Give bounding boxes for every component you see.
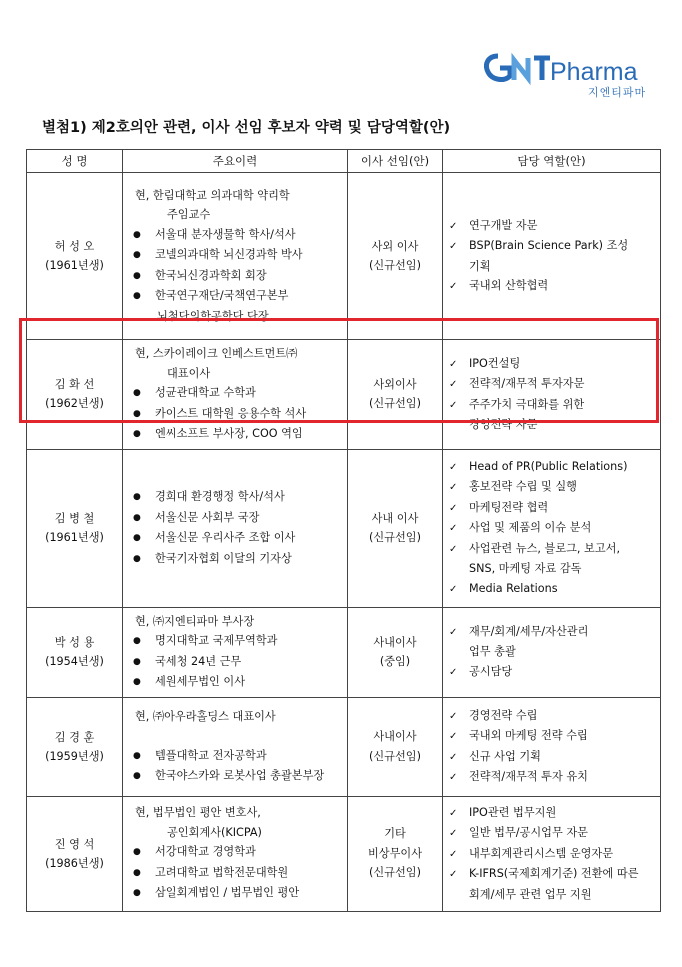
check-icon: ✓	[449, 626, 458, 638]
bullet-icon: ●	[133, 512, 141, 523]
role-text: 기타	[384, 827, 406, 841]
duty-line	[449, 726, 656, 747]
role-text: 사내이사	[373, 730, 417, 743]
duty-text: 회계/세무 관련 업무 지원	[469, 887, 592, 901]
check-icon: ✓	[449, 281, 458, 292]
duty-text: BSP(Brain Science Park) 조성	[469, 239, 629, 252]
check-icon: ✓	[449, 710, 458, 722]
career-text: 대표이사	[167, 366, 211, 380]
duty-text: Media Relations	[469, 581, 558, 595]
candidate-birth-year: (1962년생)	[45, 397, 104, 411]
career-line	[129, 631, 343, 652]
check-icon: ✓	[449, 543, 458, 555]
check-icon: ✓	[449, 358, 458, 370]
bullet-icon: ●	[133, 533, 141, 543]
check-icon: ✓	[449, 869, 458, 881]
career-text: 명지대학교 국제무역학과	[155, 634, 278, 647]
bullet-icon: ●	[133, 750, 141, 761]
career-line	[129, 225, 343, 246]
duty-text: 내부회계관리시스템 운영자문	[469, 846, 614, 860]
candidate-name: 진 영 석	[54, 837, 95, 851]
bullet-icon: ●	[133, 888, 141, 899]
check-icon: ✓	[449, 751, 458, 763]
role-text: 사외 이사	[371, 239, 419, 253]
duty-cell	[443, 173, 661, 340]
bullet-icon: ●	[133, 636, 141, 646]
career-text: 현, 한림대학교 의과대학 약리학	[135, 188, 290, 202]
career-line	[129, 726, 343, 746]
role-text: (중임)	[379, 655, 411, 668]
duty-text: 사업 및 제품의 이슈 분석	[469, 521, 592, 535]
table-header-row	[27, 150, 661, 173]
career-text: 현, 스카이레이크 인베스트먼트㈜	[135, 347, 298, 360]
career-line	[129, 863, 343, 884]
duty-line	[449, 864, 656, 885]
bullet-icon: ●	[133, 229, 141, 240]
candidate-name: 허 성 오	[54, 240, 95, 253]
candidate-birth-year: (1959년생)	[45, 749, 104, 763]
career-cell	[123, 796, 348, 911]
career-line	[129, 487, 343, 508]
career-text: 경희대 환경행정 학사/석사	[155, 490, 285, 503]
candidate-name-cell	[27, 173, 123, 340]
career-text: 한국야스카와 로봇사업 총괄본부장	[155, 769, 325, 782]
table-row	[27, 449, 661, 607]
career-text: 국세청 24년 근무	[155, 654, 242, 668]
career-text: 서울신문 우리사주 조합 이사	[155, 531, 296, 544]
table-row	[27, 796, 661, 911]
candidate-birth-year: (1986년생)	[45, 856, 104, 870]
candidate-table	[26, 149, 661, 912]
bullet-icon: ●	[133, 492, 141, 502]
role-text: 사내 이사	[371, 511, 419, 525]
check-icon: ✓	[449, 220, 458, 232]
career-text: 한국기자협회 이달의 기자상	[155, 551, 292, 565]
duty-cell	[443, 607, 661, 697]
header-role: 이사 선임(안)	[348, 150, 443, 173]
bullet-icon: ●	[133, 429, 141, 439]
duty-line	[449, 518, 656, 539]
role-text: (신규선임)	[369, 397, 421, 411]
duty-line	[449, 622, 656, 643]
candidate-name-cell	[27, 449, 123, 607]
duty-text: SNS, 마케팅 자료 감독	[469, 562, 582, 576]
duty-line	[449, 823, 656, 844]
duty-cell	[443, 796, 661, 911]
career-line	[129, 286, 343, 307]
career-line	[129, 746, 343, 767]
career-text: 한국연구재단/국책연구본부	[155, 289, 289, 303]
role-text: 사내이사	[373, 635, 417, 649]
duty-line	[449, 844, 656, 865]
duty-line	[449, 276, 656, 297]
career-text: 서울신문 사회부 국장	[155, 510, 260, 524]
duty-text: K-IFRS(국제회계기준) 전환에 따른	[469, 867, 639, 881]
career-text: 공인회계사(KICPA)	[167, 825, 262, 839]
career-cell	[123, 449, 348, 607]
role-text: (신규선임)	[369, 259, 421, 272]
career-text: 성균관대학교 수학과	[155, 386, 256, 399]
duty-text: 연구개발 자문	[469, 218, 538, 232]
career-cell	[123, 173, 348, 340]
duty-text: 국내외 산학협력	[469, 279, 549, 292]
header-duty: 담당 역할(안)	[443, 150, 661, 173]
career-text: 카이스트 대학원 응용수학 석사	[155, 406, 307, 420]
check-icon: ✓	[449, 848, 458, 860]
duty-text: 재무/회계/세무/자산관리	[469, 624, 589, 638]
candidate-name: 김 경 훈	[54, 730, 95, 744]
duty-line	[449, 216, 656, 237]
career-text: 한국뇌신경과학회 회장	[155, 268, 267, 282]
check-icon: ✓	[449, 482, 458, 494]
career-text: 현, ㈜지엔티파마 부사장	[135, 614, 255, 628]
duty-cell	[443, 697, 661, 796]
check-icon: ✓	[449, 772, 458, 783]
duty-text: 경영전략 자문	[469, 418, 538, 432]
check-icon: ✓	[449, 583, 458, 595]
check-icon: ✓	[449, 523, 458, 535]
table-row	[27, 607, 661, 697]
role-text: (신규선임)	[369, 866, 421, 880]
candidate-birth-year: (1954년생)	[45, 655, 104, 668]
duty-line	[449, 477, 656, 498]
bullet-icon: ●	[133, 250, 141, 261]
logo-subtitle: 지엔티파마	[588, 86, 647, 99]
duty-text: 사업관련 뉴스, 블로그, 보고서,	[469, 541, 621, 555]
duty-text: 마케팅전략 협력	[469, 500, 549, 514]
career-line	[129, 842, 343, 863]
career-line	[129, 823, 343, 843]
bullet-icon: ●	[133, 270, 141, 281]
duty-text: 국내외 마케팅 전략 수립	[469, 729, 588, 742]
candidate-name-cell	[27, 607, 123, 697]
career-text: 고려대학교 법학전문대학원	[155, 865, 289, 879]
duty-line	[449, 642, 656, 662]
check-icon: ✓	[449, 666, 458, 678]
career-text: 현, ㈜아우라홀딩스 대표이사	[135, 709, 276, 723]
duty-line	[449, 803, 656, 824]
highlight-box	[19, 318, 659, 423]
role-cell	[348, 796, 443, 911]
career-text: 세원세무법인 이사	[155, 675, 246, 688]
bullet-icon: ●	[133, 291, 141, 302]
duty-line	[449, 236, 656, 257]
check-icon: ✓	[449, 461, 458, 473]
career-line	[129, 266, 343, 287]
bullet-icon: ●	[133, 847, 141, 858]
career-line	[129, 205, 343, 225]
duty-text: 주주가치 극대화를 위한	[469, 397, 585, 411]
duty-text: 홍보전략 수립 및 실행	[469, 480, 577, 494]
career-text: 서울대 분자생물학 학사/석사	[155, 227, 296, 241]
check-icon: ✓	[449, 731, 458, 742]
duty-text: 일반 법무/공시업무 자문	[469, 826, 588, 840]
career-line	[129, 528, 343, 549]
candidate-name: 김 병 철	[54, 512, 95, 525]
duty-line	[449, 885, 656, 905]
duty-text: 경영전략 수립	[469, 708, 538, 722]
career-text: 삼일회계법인 / 법무법인 평안	[155, 886, 300, 900]
career-line	[129, 672, 343, 693]
duty-text: 신규 사업 기획	[469, 749, 541, 763]
career-line	[129, 652, 343, 673]
duty-text: 전략적/재무적 투자 유치	[469, 770, 588, 783]
duty-line	[449, 747, 656, 768]
check-icon: ✓	[449, 828, 458, 840]
table-row	[27, 697, 661, 796]
duty-text: IPO컨설팅	[469, 356, 521, 370]
career-line	[129, 424, 343, 445]
bullet-icon: ●	[133, 656, 141, 667]
duty-line	[449, 706, 656, 727]
check-icon: ✓	[449, 379, 458, 391]
role-cell	[348, 173, 443, 340]
career-line	[129, 186, 343, 206]
duty-cell	[443, 449, 661, 607]
bullet-icon: ●	[133, 677, 141, 687]
career-text: 엔씨소프트 부사장, COO 역임	[155, 427, 303, 440]
bullet-icon: ●	[133, 771, 141, 781]
career-text: 주임교수	[167, 208, 211, 222]
check-icon: ✓	[449, 399, 458, 411]
duty-line	[449, 498, 656, 519]
career-text: 현, 법무법인 평안 변호사,	[135, 806, 261, 820]
duty-text: 공시담당	[469, 664, 513, 678]
duty-text: 업무 총괄	[469, 645, 516, 659]
duty-line	[449, 257, 656, 277]
career-line	[129, 549, 343, 570]
check-icon: ✓	[449, 241, 458, 252]
duty-line	[449, 457, 656, 478]
duty-line	[449, 539, 656, 560]
candidate-name-cell	[27, 697, 123, 796]
role-text: 비상무이사	[367, 846, 423, 860]
career-line	[129, 766, 343, 787]
career-line	[129, 508, 343, 529]
role-text: 사외이사	[373, 377, 417, 391]
table-row	[27, 173, 661, 340]
candidate-name-cell	[27, 796, 123, 911]
header-career: 주요이력	[123, 150, 348, 173]
role-text: (신규선임)	[369, 531, 421, 544]
duty-text: 전략적/재무적 투자자문	[469, 377, 585, 391]
career-cell	[123, 607, 348, 697]
duty-line	[449, 559, 656, 579]
role-cell	[348, 449, 443, 607]
duty-line	[449, 579, 656, 600]
duty-line	[449, 662, 656, 683]
check-icon: ✓	[449, 502, 458, 514]
duty-text: IPO관련 법무지원	[469, 805, 557, 819]
career-line	[129, 707, 343, 727]
page-title: 별첨1) 제2호의안 관련, 이사 선임 후보자 약력 및 담당역할(안)	[42, 120, 451, 136]
career-text: 템플대학교 전자공학과	[155, 748, 267, 762]
career-text: 뇌첨단의학공학단 단장	[157, 309, 269, 323]
career-text: 코넬의과대학 뇌신경과학 박사	[155, 248, 303, 262]
career-line	[129, 803, 343, 823]
candidate-birth-year: (1961년생)	[45, 531, 104, 544]
role-text: (신규선임)	[369, 749, 421, 763]
role-cell	[348, 607, 443, 697]
career-cell	[123, 697, 348, 796]
bullet-icon: ●	[133, 408, 141, 419]
candidate-birth-year: (1961년생)	[45, 259, 104, 272]
svg-text:Pharma: Pharma	[550, 58, 638, 86]
candidate-name: 박 성 용	[54, 636, 95, 649]
bullet-icon: ●	[133, 553, 141, 564]
career-line	[129, 883, 343, 904]
career-text: 서강대학교 경영학과	[155, 845, 256, 859]
career-line	[129, 612, 343, 632]
bullet-icon: ●	[133, 388, 141, 398]
role-cell	[348, 697, 443, 796]
duty-line	[449, 767, 656, 788]
header-name: 성 명	[27, 150, 123, 173]
career-line	[129, 245, 343, 266]
duty-text: Head of PR(Public Relations)	[469, 459, 628, 473]
duty-text: 기획	[469, 259, 491, 273]
bullet-icon: ●	[133, 867, 141, 878]
check-icon: ✓	[449, 807, 458, 819]
candidate-name: 김 화 선	[54, 378, 95, 392]
